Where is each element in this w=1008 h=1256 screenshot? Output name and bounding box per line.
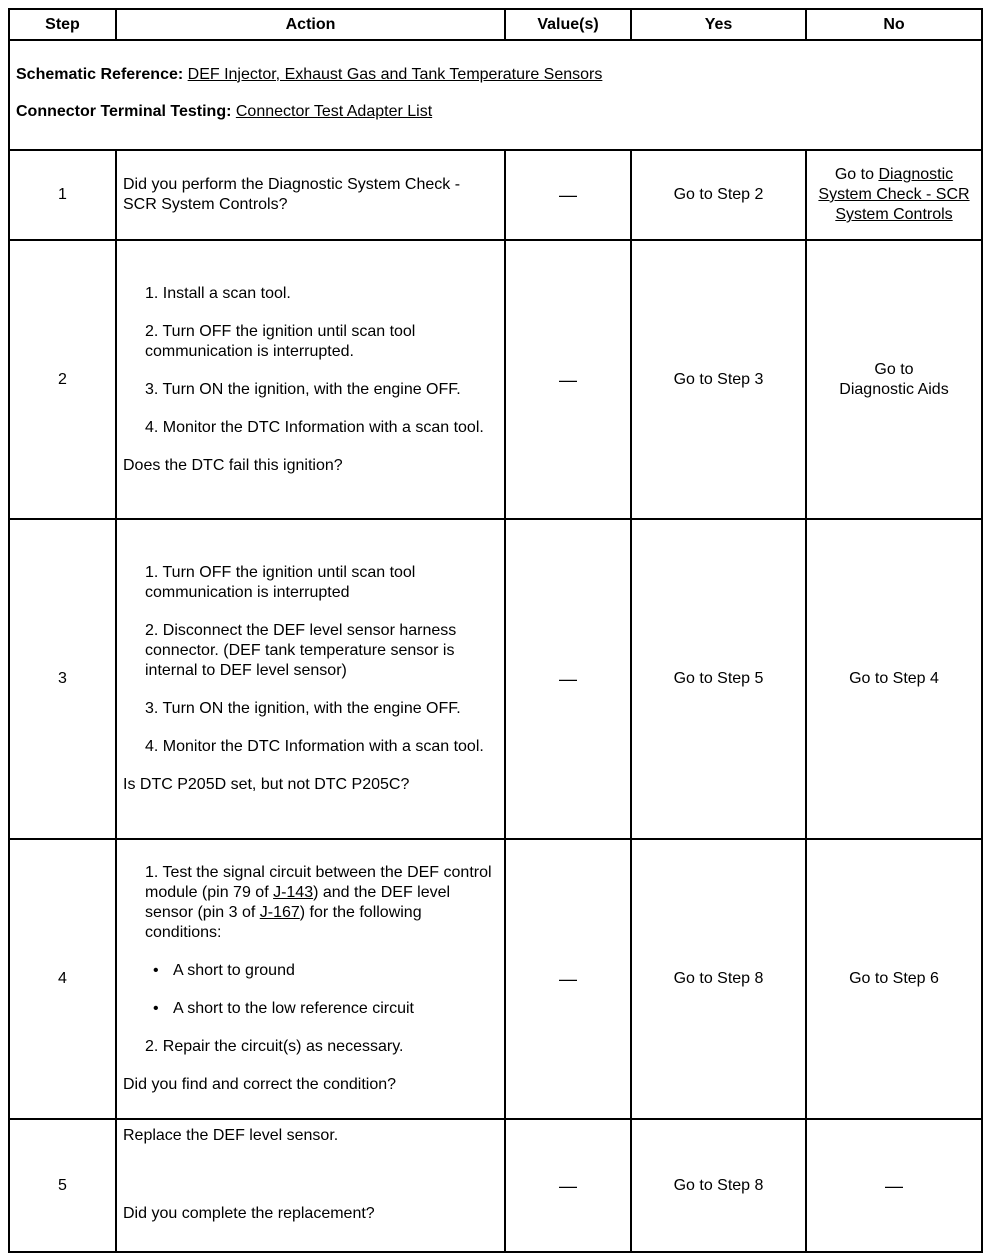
action-step	[145, 863, 498, 943]
connector-testing-link[interactable]: Connector Test Adapter List	[235, 102, 433, 120]
yes-cell: Go to Step 2	[631, 150, 806, 240]
action-question: Did you complete the replacement?	[123, 1205, 375, 1222]
action-step: 3. Turn ON the ignition, with the engine OFF.	[145, 380, 461, 398]
header-yes: Yes	[631, 9, 806, 40]
action-step: 2. Disconnect the DEF level sensor harness connector. (DEF tank temperature sensor is internal to DEF level sensor)	[145, 622, 457, 679]
no-cell: Go to Step 4	[806, 519, 982, 839]
no-cell	[806, 240, 982, 519]
action-step: 4. Monitor the DTC Information with a scan tool.	[145, 418, 484, 436]
header-row	[9, 9, 982, 40]
action-step: 2. Turn OFF the ignition until scan tool communication is interrupted.	[145, 322, 416, 360]
action-step: 1. Turn OFF the ignition until scan tool communication is interrupted	[145, 564, 416, 601]
yes-cell: Go to Step 8	[631, 839, 806, 1119]
schematic-reference-label: Schematic Reference:	[16, 65, 184, 83]
yes-cell: Go to Step 3	[631, 240, 806, 519]
table-row	[9, 519, 982, 839]
yes-cell: Go to Step 8	[631, 1119, 806, 1252]
action-cell	[116, 519, 505, 839]
no-prefix: Go to	[834, 166, 879, 183]
action-step: 3. Turn ON the ignition, with the engine OFF.	[145, 700, 461, 717]
header-step: Step	[9, 9, 116, 40]
no-cell: Go to Step 6	[806, 839, 982, 1119]
step-number: 4	[9, 839, 116, 1119]
value-cell: —	[505, 519, 631, 839]
value-cell: —	[505, 150, 631, 240]
action-steps	[123, 1037, 498, 1057]
step-number: 3	[9, 519, 116, 839]
action-step-text: 1. Test the signal circuit between the DEF control module (pin 79 of	[145, 864, 492, 901]
action-cell	[116, 1119, 505, 1252]
no-line1: Go to	[874, 360, 914, 378]
no-cell: —	[806, 1119, 982, 1252]
value-cell: —	[505, 839, 631, 1119]
action-steps	[123, 863, 498, 943]
schematic-reference-link[interactable]: DEF Injector, Exhaust Gas and Tank Temperature Sensors	[187, 65, 603, 83]
action-steps	[123, 284, 498, 438]
no-line2: Diagnostic Aids	[839, 380, 949, 398]
header-values: Value(s)	[505, 9, 631, 40]
diagnostic-table	[8, 8, 983, 1253]
action-step: 4. Monitor the DTC Information with a scan tool.	[145, 738, 484, 755]
yes-cell: Go to Step 5	[631, 519, 806, 839]
references-row	[9, 40, 982, 150]
j-143-link[interactable]: J-143	[273, 884, 314, 901]
condition-bullet: • A short to the low reference circuit	[173, 999, 498, 1019]
action-question: Did you find and correct the condition?	[123, 1076, 397, 1093]
no-cell	[806, 150, 982, 240]
condition-bullet: • A short to ground	[173, 961, 498, 981]
connector-testing	[16, 102, 975, 122]
action-cell	[116, 839, 505, 1119]
table-row	[9, 240, 982, 519]
action-step-text: ) for the following conditions:	[145, 904, 422, 941]
table-row	[9, 150, 982, 240]
action-step: 2. Repair the circuit(s) as necessary.	[145, 1038, 404, 1055]
action-instruction: Replace the DEF level sensor.	[123, 1127, 339, 1144]
references-cell	[9, 40, 982, 150]
step-number: 2	[9, 240, 116, 519]
table-row	[9, 1119, 982, 1252]
condition-bullets	[123, 961, 498, 1019]
value-cell: —	[505, 240, 631, 519]
header-action: Action	[116, 9, 505, 40]
step-number: 5	[9, 1119, 116, 1252]
action-question: Is DTC P205D set, but not DTC P205C?	[123, 776, 410, 793]
action-cell	[116, 240, 505, 519]
action-cell	[116, 150, 505, 240]
action-step: 1. Install a scan tool.	[145, 284, 291, 302]
action-step-text: ) and the DEF level sensor (pin 3 of	[145, 884, 451, 921]
table-row	[9, 839, 982, 1119]
step-number: 1	[9, 150, 116, 240]
action-question: Did you perform the Diagnostic System Check - SCR System Controls?	[123, 176, 461, 213]
schematic-reference	[16, 65, 975, 85]
header-no: No	[806, 9, 982, 40]
connector-testing-label: Connector Terminal Testing:	[16, 102, 232, 120]
j-167-link[interactable]: J-167	[259, 904, 300, 921]
value-cell: —	[505, 1119, 631, 1252]
action-steps	[123, 563, 498, 757]
diagnostic-system-check-link[interactable]: Diagnostic System Check - SCR System Controls	[818, 166, 970, 223]
action-question: Does the DTC fail this ignition?	[123, 456, 343, 474]
